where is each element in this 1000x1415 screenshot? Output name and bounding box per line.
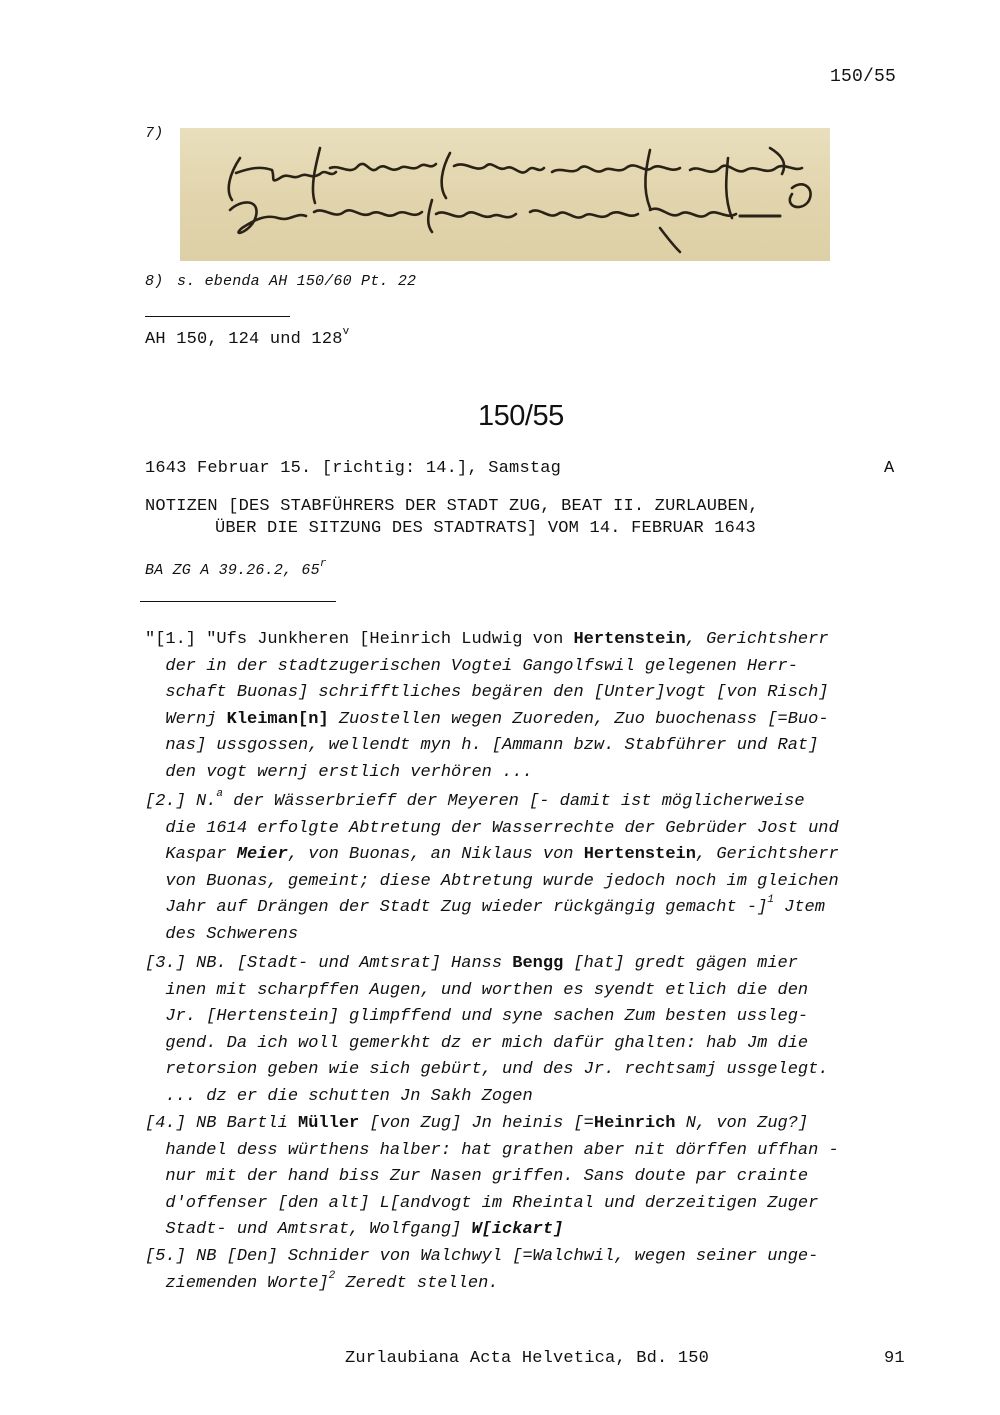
paragraph-4 xyxy=(145,1111,915,1244)
p1-line-6: den vogt wernj erstlich verhören ... xyxy=(145,762,533,782)
p3-line-2: inen mit scharpffen Augen, und worthen es syendt etlich die den xyxy=(145,980,809,1000)
footnote-7-marker: 7) xyxy=(145,125,164,142)
document-heading-line-1: NOTIZEN [DES STABFÜHRERS DER STADT ZUG, BEAT II. ZURLAUBEN, xyxy=(145,497,759,516)
heading-separator xyxy=(140,601,336,602)
paragraph-5 xyxy=(145,1244,915,1297)
p4-line-5: Stadt- und Amtsrat, Wolfgang] W[ickart] xyxy=(145,1220,564,1239)
p3-line-5: retorsion geben wie sich gebürt, und des Jr. rechtsamj ussgelegt. xyxy=(145,1060,829,1079)
p4-line-1: [4.] NB Bartli Müller [von Zug] Jn heinis [=Heinrich N, von Zug?] xyxy=(145,1114,809,1133)
footnote-8-marker: 8) xyxy=(145,273,164,290)
p1-line-4: Wernj Kleiman[n] Zuostellen wegen Zuoreden, Zuo buochenass [=Buo- xyxy=(145,709,829,729)
p3-line-4: gend. Da ich woll gemerkht dz er mich dafür ghalten: hab Jm die xyxy=(145,1033,809,1053)
p2-line-1: [2.] N.$^a$ der Wässerbrieff der Meyeren [- damit ist möglicherweise xyxy=(145,788,805,811)
document-date-line: 1643 Februar 15. [richtig: 14.], Samstag xyxy=(145,459,562,478)
p5-line-2: ziemenden Worte]$^2$ Zeredt stellen. xyxy=(145,1269,499,1293)
document-heading-line-2: ÜBER DIE SITZUNG DES STADTRATS] VOM 14. FEBRUAR 1643 xyxy=(215,519,756,538)
handwriting-drawing xyxy=(180,128,830,261)
p2-line-4: von Buonas, gemeint; diese Abtretung wurde jedoch noch im gleichen xyxy=(145,871,839,891)
source-reference-text: AH 150, 124 und 128 xyxy=(145,330,343,349)
p4-line-2: handel dess würthens halber: hat grathen aber nit dörffen uffhan - xyxy=(145,1140,839,1160)
p2-line-6: des Schwerens xyxy=(145,924,299,944)
p3-line-6: ... dz er die schutten Jn Sakh Zogen xyxy=(145,1086,533,1106)
p5-line-1: [5.] NB [Den] Schnider von Walchwyl [=Walchwil, wegen seiner unge- xyxy=(145,1247,819,1266)
document-number: 150/55 xyxy=(478,400,564,432)
header-page-ref: 150/55 xyxy=(830,67,897,87)
paragraph-2 xyxy=(145,789,915,948)
archive-reference xyxy=(145,558,327,579)
p4-line-3: nur mit der hand biss Zur Nasen griffen. Sans doute par crainte xyxy=(145,1167,809,1186)
p2-line-3: Kaspar Meier, von Buonas, an Niklaus von Hertenstein, Gerichtsherr xyxy=(145,845,839,864)
paragraph-1 xyxy=(145,627,915,786)
p1-line-5: nas] ussgossen, wellendt myn h. [Ammann bzw. Stabführer und Rat] xyxy=(145,736,819,755)
archive-reference-text: BA ZG A 39.26.2, 65 xyxy=(145,562,320,579)
p3-line-3: Jr. [Hertenstein] glimpffend und syne sachen Zum besten ussleg- xyxy=(145,1007,809,1026)
manuscript-signature-image xyxy=(180,128,830,261)
source-reference xyxy=(145,326,350,349)
p4-line-4: d'offenser [den alt] L[andvogt im Rheintal und derzeitigen Zuger xyxy=(145,1193,819,1213)
footer-series-title: Zurlaubiana Acta Helvetica, Bd. 150 xyxy=(345,1349,710,1368)
p3-line-1: [3.] NB. [Stadt- und Amtsrat] Hanss Bengg [hat] gredt gägen mier xyxy=(145,954,798,973)
source-reference-sup: v xyxy=(342,326,350,339)
paragraph-3 xyxy=(145,951,915,1110)
p2-line-5: Jahr auf Drängen der Stadt Zug wieder rückgängig gemacht -]$^1$ Jtem xyxy=(145,894,825,917)
p1-line-2: der in der stadtzugerischen Vogtei Gangolfswil gelegenen Herr- xyxy=(145,656,798,676)
footer-page-number: 91 xyxy=(884,1349,905,1368)
p1-line-1: "[1.] "Ufs Junkheren [Heinrich Ludwig von Hertenstein, Gerichtsherr xyxy=(145,630,829,649)
p2-line-2: die 1614 erfolgte Abtretung der Wasserrechte der Gebrüder Jost und xyxy=(145,818,839,838)
document-type-letter: A xyxy=(884,459,895,478)
footnote-8-text: s. ebenda AH 150/60 Pt. 22 xyxy=(177,273,417,290)
archive-reference-sup: r xyxy=(319,558,327,570)
footnote-separator xyxy=(145,316,290,317)
p1-line-3: schaft Buonas] schrifftliches begären den [Unter]vogt [von Risch] xyxy=(145,683,829,702)
